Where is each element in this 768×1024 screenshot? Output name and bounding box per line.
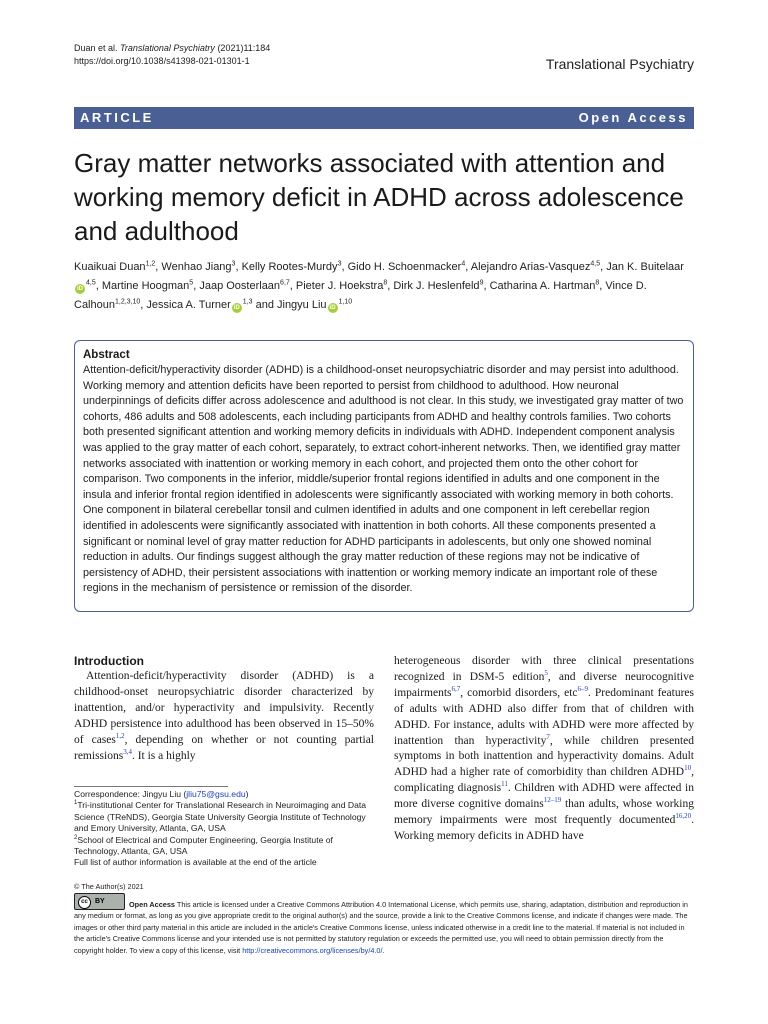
author-affiliation-marker: 3: [231, 260, 236, 268]
author-affiliation-marker: 9: [479, 279, 484, 287]
author-name: Vince D. Calhoun$^{1,2,3,10}$: [74, 280, 647, 311]
author-name: Alejandro Arias-Vasquez$^{4,5}$: [470, 260, 601, 273]
article-title: Gray matter networks associated with attention and working memory deficit in ADHD across adolescence and adulthood: [74, 148, 684, 246]
author-affiliation-marker: 4,5: [590, 260, 601, 268]
intro-paragraph-left: Attention-deficit/hyperactivity disorder (ADHD) is a childhood-onset neuropsychiatric disorder characterized by inattention, and/or hyperactivity and impulsivity. Recently ADHD persistence into adulthood has been observed in 15–50% of cases$^{1,2}$, depending on whether or not counting partial remissions$^{3,4}$. It is a highly: [74, 670, 374, 762]
citation-header: [74, 42, 270, 68]
author-affiliation-marker: 3: [337, 260, 342, 268]
author-affiliation-marker: 1,2: [145, 260, 156, 268]
doi-link[interactable]: https://doi.org/10.1038/s41398-021-01301-1: [74, 56, 250, 66]
abstract-heading: Abstract: [83, 349, 130, 361]
intro-paragraph-right: heterogeneous disorder with three clinical presentations recognized in DSM-5 edition$^5$, and diverse neurocognitive impairments$^{6,7}$, comorbid disorders, etc$^{6-9}$. Predominant features of adults with ADHD also differ from that of children with ADHD. For instance, adults with ADHD were more affected by inattention than hyperactivity$^7$, while children presented symptoms in both inattention and hyperactivity domains. Adult ADHD had a higher rate of comorbidity than children ADHD$^{10}$, complicating diagnosis$^{11}$. Children with ADHD were affected in more diverse cognitive domains$^{12-19}$ than adults, whose working memory impairments were most frequently documented$^{16,20}$. Working memory deficits in ADHD have: [394, 655, 694, 842]
affiliation-2: $^2$School of Electrical and Computer Engineering, Georgia Institute of Technology, Atlanta, GA, USA: [74, 834, 333, 857]
article-type-banner: [74, 107, 694, 129]
reference-link[interactable]: 7: [546, 732, 550, 741]
affiliation-1: $^1$Tri-institutional Center for Translational Research in Neuroimaging and Data Science (TReNDS), Georgia State University Georgia Institute of Technology and Emory University, Atlanta, GA, USA: [74, 800, 367, 834]
full-author-info-note: Full list of author information is available at the end of the article: [74, 857, 317, 868]
author-list: Kuaikuai Duan$^{1,2}$, Wenhao Jiang$^3$, Kelly Rootes-Murdy$^3$, Gido H. Schoenmacker$^4$, Alejandro Arias-Vasquez$^{4,5}$, Jan K. BuitelaariD$^{4,5}$, Martine Hoogman$^5$, Jaap Oosterlaan$^{6,7}$, Pieter J. Hoekstra$^8$, Dirk J. Heslenfeld$^9$, Catharina A. Hartman$^8$, Vince D. Calhoun$^{1,2,3,10}$, Jessica A. Turner iD$^{1,3}$ and Jingyu Liu iD$^{1,10}$: [74, 260, 684, 311]
correspondence-label: Correspondence: Jingyu Liu (: [74, 789, 187, 799]
reference-link[interactable]: 3,4: [123, 747, 132, 756]
article-label: ARTICLE: [80, 110, 154, 125]
correspondence-footnote: Correspondence: Jingyu Liu (jliu75@gsu.edu) $^1$Tri-institutional Center for Translational Research in Neuroimaging and Data Science (TReNDS), Georgia State University Georgia Institute of Technology and Emory University, Atlanta, GA, USA $^2$School of Electrical and Computer Engineering, Georgia Institute of Technology, Atlanta, GA, USA Full list of author information is available at the end of the article: [74, 789, 374, 869]
abstract-box: [74, 340, 694, 612]
reference-link[interactable]: 11: [501, 780, 508, 789]
open-access-label: Open Access: [129, 899, 175, 909]
author-affiliation-marker: 1,10: [338, 298, 353, 306]
open-access-label: Open Access: [578, 110, 688, 125]
author-affiliation-marker: 1,2,3,10: [114, 298, 141, 306]
author-affiliation-marker: 5: [189, 279, 194, 287]
license-url-link[interactable]: http://creativecommons.org/licenses/by/4.0/: [242, 945, 383, 955]
author-name: Pieter J. Hoekstra$^8$: [295, 279, 388, 292]
reference-link[interactable]: 5: [544, 669, 548, 678]
license-block: [74, 881, 694, 957]
author-name: Catharina A. Hartman$^8$: [489, 279, 600, 292]
reference-link[interactable]: 6–9: [577, 684, 589, 693]
right-column: [394, 654, 694, 845]
orcid-icon[interactable]: iD: [77, 286, 83, 292]
copyright-line: © The Author(s) 2021: [74, 882, 144, 891]
section-heading-introduction: Introduction: [74, 654, 144, 668]
citation-year-volume: (2021)11:184: [217, 43, 271, 53]
author-name: Jan K. BuitelaariD$^{4,5}$: [77, 261, 684, 292]
citation-authors: Duan et al.: [74, 43, 118, 53]
author-affiliation-marker: 4,5: [86, 279, 96, 287]
author-affiliation-marker: 8: [383, 279, 388, 287]
author-name: Martine Hoogman$^5$: [101, 279, 194, 292]
reference-link[interactable]: 10: [684, 764, 692, 773]
footnote-divider: [74, 786, 228, 787]
author-name: Jessica A. Turner iD$^{1,3}$: [146, 298, 253, 311]
author-affiliation-marker: 8: [595, 279, 600, 287]
author-affiliation-marker: 6,7: [280, 279, 290, 287]
author-name: Kuaikuai Duan$^{1,2}$: [74, 260, 156, 273]
author-name: Jaap Oosterlaan$^{6,7}$: [199, 279, 290, 292]
orcid-icon[interactable]: iD: [329, 305, 336, 311]
citation-journal: Translational Psychiatry: [120, 43, 215, 53]
abstract-text: Attention-deficit/hyperactivity disorder (ADHD) is a childhood-onset neuropsychiatric disorder and may persist into adulthood. Working memory and attention deficits have been reported to persist from childhood to adulthood. How neuronal underpinnings of deficits differ across adolescence and adulthood is not clear. In this study, we investigated gray matter of two cohorts, 486 adults and 508 adolescents, each including participants from ADHD and healthy controls families. Two cohorts both presented significant attention and working memory deficits in individuals with ADHD. Independent component analysis was applied to the gray matter of each cohort, separately, to extract cohort-inherent networks. Then, we identified gray matter networks associated with inattention or working memory in each cohort, and projected them onto the other cohort for comparison. Two components in the inferior, middle/superior frontal regions identified in adults and one component in the insula and inferior frontal region identified in adolescents were significantly associated with working memory in both cohorts. One component in bilateral cerebellar tonsil and culmen identified in adults and one component in left cerebellar region identified in adolescents were significantly associated with inattention in both cohorts. All these components presented a significant or nominal level of gray matter reduction for ADHD participants in adolescents, but only one showed nominal reduction in adults. Our findings suggest although the gray matter reduction of these regions may not be indicative of persistency of ADHD, their persistent associations with inattention or working memory indicate an important role of these regions in the mechanism of persistence or remission of the disorder.: [83, 364, 684, 595]
cc-by-license-icon[interactable]: cc BY: [74, 893, 125, 910]
author-affiliation-marker: 1,3: [242, 298, 253, 306]
orcid-icon[interactable]: iD: [233, 305, 240, 311]
left-column: [74, 654, 374, 764]
correspondence-email[interactable]: jliu75@gsu.edu: [186, 789, 246, 799]
author-affiliation-marker: 4: [461, 260, 466, 268]
author-name: Gido H. Schoenmacker$^4$: [347, 260, 466, 273]
author-name: Wenhao Jiang$^3$: [161, 260, 236, 273]
author-name: Jingyu Liu iD$^{1,10}$: [277, 298, 353, 311]
author-name: Kelly Rootes-Murdy$^3$: [241, 260, 342, 273]
license-text: cc BY Open Access This article is licensed under a Creative Commons Attribution 4.0 International License, which permits use, sharing, adaptation, distribution and reproduction in any medium or format, as long as you give appropriate credit to the original author(s) and the source, provide a link to the Creative Commons license, and indicate if changes were made. The images or other third party material in this article are included in the article's Creative Commons license, unless indicated otherwise in a credit line to the material. If material is not included in the article's Creative Commons license and your intended use is not permitted by statutory regulation or exceeds the permitted use, you will need to obtain permission directly from the copyright holder. To view a copy of this license, visit http://creativecommons.org/licenses/by/4.0/.: [74, 893, 694, 957]
reference-link[interactable]: 6,7: [451, 684, 461, 693]
reference-link[interactable]: 12–19: [543, 796, 562, 805]
reference-link[interactable]: 16,20: [675, 812, 692, 821]
journal-name: Translational Psychiatry: [545, 56, 694, 72]
author-name: Dirk J. Heslenfeld$^9$: [393, 279, 484, 292]
reference-link[interactable]: 1,2: [115, 731, 125, 740]
